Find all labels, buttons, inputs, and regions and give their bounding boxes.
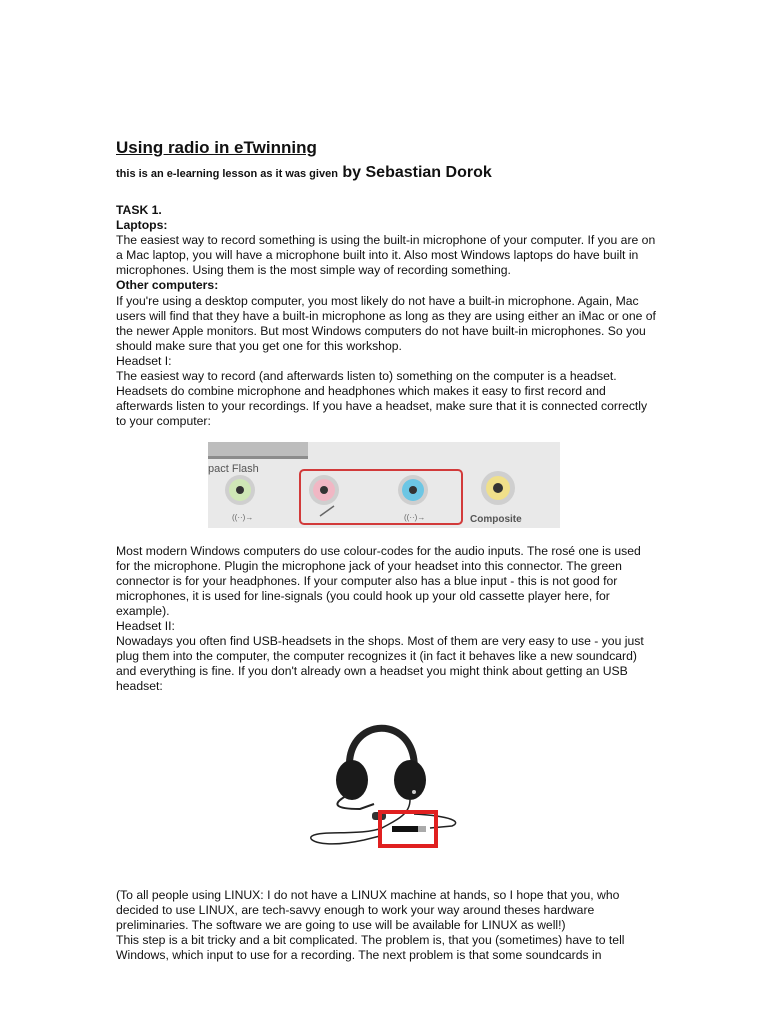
doc-title: Using radio in eTwinning	[116, 138, 317, 157]
linux-paragraph: (To all people using LINUX: I do not have a LINUX machine at hands, so I hope that you, who decided to use LINUX, are tech-savvy enough to work your way around theses hardware preliminaries. The software we are going to use will be available for LINUX as well!)	[116, 887, 620, 932]
svg-text:((··)→: ((··)→	[232, 513, 254, 523]
author-byline: by Sebastian Dorok	[342, 164, 492, 181]
audio-jacks-photo	[208, 442, 560, 528]
document-page	[116, 138, 656, 963]
composite-label: Composite	[470, 514, 522, 526]
colour-codes-paragraph: Most modern Windows computers do use colour-codes for the audio inputs. The rosé one is used for the microphone. Plugin the microphone jack of your headset into this connector. The green connector is for your headphones. If your computer also has a blue input - this is not good for microphones, it is used for line-signals (you could hook up your old cassette player here, for example).	[116, 543, 641, 618]
subtitle-text: this is an e-learning lesson as it was given	[116, 168, 338, 180]
headset1-heading: Headset I:	[116, 353, 172, 368]
usb-headset-photo	[302, 704, 464, 854]
compact-flash-label: pact Flash	[208, 463, 259, 476]
task-heading: TASK 1.	[116, 203, 162, 217]
headset2-paragraph: Nowadays you often find USB-headsets in the shops. Most of them are very easy to use - you just plug them into the computer, the computer recognizes it (in fact it behaves like a new soundcard) and everything is fine. If you don't already own a headset you might think about getting an USB headset:	[116, 634, 644, 694]
svg-text:((··)→: ((··)→	[404, 513, 426, 523]
other-computers-heading: Other computers:	[116, 278, 219, 293]
other-computers-paragraph: If you're using a desktop computer, you most likely do not have a built-in microphone. Again, Mac users will find that they have a built-in microphone as long as they are using either an iMac or one of the newer Apple monitors. But most Windows computers do not have built-in microphones. So you should make sure that you get one for this workshop.	[116, 293, 656, 353]
laptops-heading: Laptops:	[116, 218, 168, 233]
doc-subtitle	[116, 162, 656, 185]
tricky-step-paragraph: This step is a bit tricky and a bit complicated. The problem is, that you (sometimes) have to tell Windows, which input to use for a recording. The next problem is that some soundcards in	[116, 932, 625, 962]
doc-body	[116, 203, 656, 963]
laptops-paragraph: The easiest way to record something is using the built-in microphone of your computer. If you are on a Mac laptop, you will have a microphone built into it. Also most Windows laptops do have built in microphones. Using them is the most simple way of recording something.	[116, 233, 656, 278]
headset1-paragraph: The easiest way to record (and afterwards listen to) something on the computer is a headset. Headsets do combine microphone and headphones which makes it easy to first record and afterwards listen to your recordings. If you have a headset, make sure that it is connected correctly to your computer:	[116, 369, 648, 429]
headset2-heading: Headset II:	[116, 618, 175, 633]
